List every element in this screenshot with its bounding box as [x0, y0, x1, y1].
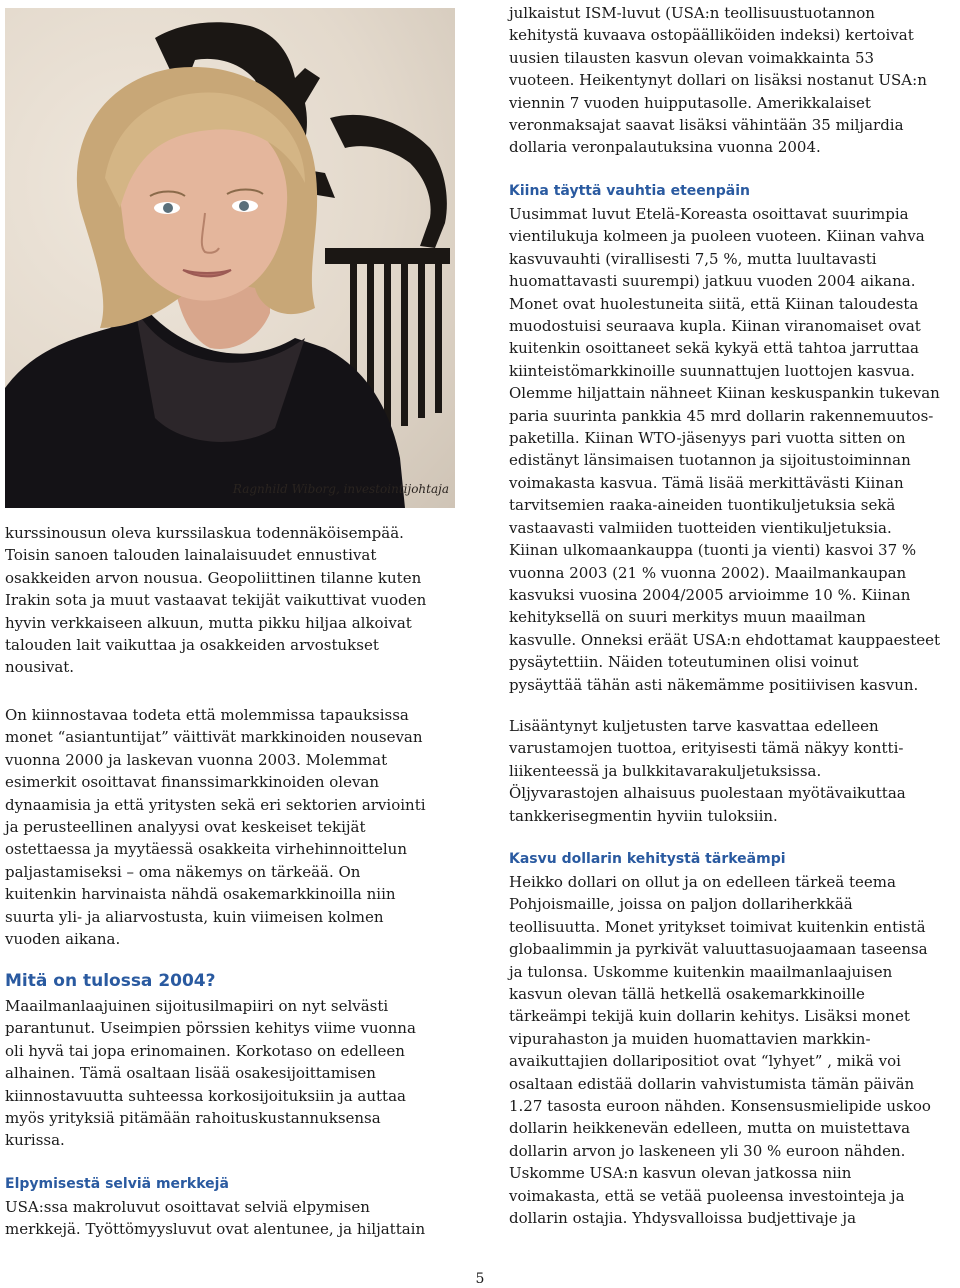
text-line: kuitenkin osoittaneet sekä kykyä että tahtoa jarruttaa: [509, 339, 919, 358]
text-line: Irakin sota ja muut vastaavat tekijät vaikuttivat vuoden: [5, 591, 427, 610]
text-line: paljastamiseksi – oma näkemys on tärkeää. On: [5, 862, 361, 881]
heading-elpymisesta: Elpymisestä selviä merkkejä: [5, 1176, 229, 1192]
text-line: veronmaksajat saavat lisäksi vähintään 35 miljardia: [509, 116, 904, 135]
text-line: vuonna 2003 (21 % vuonna 2002). Maailmankaupan: [509, 563, 907, 582]
text-line: varustamojen tuottoa, erityisesti tämä näkyy kontti-: [509, 739, 904, 758]
text-line: huomattavasti suurempi) jatkuu vuoden 2004 aikana.: [509, 272, 916, 291]
text-line: tankkerisegmentin hyviin tuloksiin.: [509, 806, 778, 825]
page-number: 5: [475, 1271, 485, 1287]
text-line: Uusimmat luvut Etelä-Koreasta osoittavat suurimpia: [509, 205, 909, 223]
text-line: ostettaessa ja myytäessä osakkeita virhehinnoittelun: [5, 840, 408, 859]
text-line: vipurahaston ja muiden huomattavien markkin-: [509, 1029, 871, 1048]
left-paragraph-1: [5, 522, 457, 679]
text-line: dollarin heikkenevän edelleen, mutta on muistettava: [509, 1119, 911, 1138]
text-line: esimerkit osoittavat finanssimarkkinoiden olevan: [5, 773, 380, 792]
text-line: pysäytettiin. Näiden toteutuminen olisi voinut: [509, 653, 859, 672]
text-line: myös yrityksiä pitämään rahoituskustannuksensa: [5, 1109, 381, 1128]
text-line: muodostuisi seuraava kupla. Kiinan viranomaiset ovat: [509, 317, 921, 336]
text-line: teollisuutta. Monet yritykset toimivat kuitenkin entistä: [509, 917, 926, 936]
text-line: 1.27 tasosta euroon nähden. Konsensusmielipide uskoo: [509, 1097, 931, 1116]
text-line: Lisääntynyt kuljetusten tarve kasvattaa edelleen: [509, 717, 879, 735]
portrait-illustration: [5, 8, 455, 508]
text-line: dollarin ostajia. Yhdysvalloissa budjettivaje ja: [509, 1209, 857, 1228]
text-line: On kiinnostavaa todeta että molemmissa tapauksissa: [5, 706, 409, 724]
text-line: viennin 7 vuoden huipputasolle. Amerikkalaiset: [509, 93, 871, 112]
text-line: osaltaan edistää dollarin vahvistumista tämän päivän: [509, 1074, 915, 1093]
text-line: vastaavasti valmiiden tuotteiden vientikuljetuksia.: [509, 518, 892, 537]
text-line: osakkeiden arvon nousua. Geopoliittinen tilanne kuten: [5, 568, 422, 587]
text-line: ja tulonsa. Uskomme kuitenkin maailmanlaajuisen: [509, 962, 893, 981]
right-paragraph-4: [509, 871, 950, 1230]
left-paragraph-2: [5, 704, 457, 950]
text-line: kiinnostavuutta suhteessa korkosijoituksiin ja auttaa: [5, 1086, 406, 1105]
text-line: kasvuksi vuosina 2004/2005 arvioimme 10 %. Kiinan: [509, 585, 911, 604]
text-line: vuoden aikana.: [5, 930, 121, 949]
text-line: Heikko dollari on ollut ja on edelleen tärkeä teema: [509, 873, 896, 891]
text-line: Pohjoismaille, joissa on paljon dollariherkkää: [509, 895, 853, 914]
text-line: Toisin sanoen talouden lainalaisuudet ennustivat: [5, 546, 377, 565]
text-line: Öljyvarastojen alhaisuus puolestaan myötävaikuttaa: [509, 784, 906, 803]
text-line: paketilla. Kiinan WTO-jäsenyys pari vuotta sitten on: [509, 429, 906, 448]
text-line: voimakasta, että se vetää puoleensa investointeja ja: [509, 1186, 905, 1205]
text-line: oli hyvä tai jopa erinomainen. Korkotaso on edelleen: [5, 1041, 405, 1060]
text-line: julkaistut ISM-luvut (USA:n teollisuustuotannon: [509, 4, 875, 22]
text-line: kuitenkin harvinaista nähdä osakemarkkinoilla niin: [5, 885, 396, 904]
text-line: nousivat.: [5, 658, 75, 677]
text-line: avaikuttajien dollaripositiot ovat “lyhyet” , mikä voi: [509, 1052, 901, 1071]
right-paragraph-2: [509, 203, 950, 696]
text-line: uusien tilausten kasvun olevan voimakkainta 53: [509, 48, 875, 67]
text-line: monet “asiantuntijat” väittivät markkinoiden nousevan: [5, 728, 423, 747]
text-line: talouden lait vaikuttaa ja osakkeiden arvostukset: [5, 636, 379, 655]
text-line: ja perusteellinen analyysi ovat keskeiset tekijät: [5, 818, 366, 837]
text-line: tärkeämpi tekijä kuin dollarin kehitys. Lisäksi monet: [509, 1007, 910, 1026]
text-line: Maailmanlaajuinen sijoitusilmapiiri on nyt selvästi: [5, 997, 389, 1015]
text-line: Olemme hiljattain nähneet Kiinan keskuspankin tukevan: [509, 384, 940, 403]
right-paragraph-1: [509, 2, 950, 159]
text-line: kasvuvauhti (virallisesti 7,5 %, mutta luultavasti: [509, 249, 877, 268]
heading-kiina: Kiina täyttä vauhtia eteenpäin: [509, 183, 750, 199]
text-line: suurta yli- ja aliarvostusta, kuin viimeisen kolmen: [5, 907, 384, 926]
text-line: kehityksellä on suuri merkitys muun maailman: [509, 608, 866, 627]
left-paragraph-4: [5, 1196, 457, 1241]
text-line: kehitystä kuvaava ostopäälliköiden indeksi) kertoivat: [509, 26, 914, 45]
text-line: kiinteistömarkkinoille suunnattujen luottojen kasvua.: [509, 361, 915, 380]
text-line: edistänyt länsimaisen tuotannon ja sijoitustoiminnan: [509, 451, 911, 470]
text-line: vuoteen. Heikentynyt dollari on lisäksi nostanut USA:n: [509, 71, 927, 90]
text-line: kurissa.: [5, 1131, 65, 1150]
text-line: globaalimmin ja pyrkivät valuuttasuojaamaan taseensa: [509, 940, 928, 959]
text-line: liikenteessä ja bulkkitavarakuljetuksissa.: [509, 761, 822, 780]
text-line: hyvin verkkaiseen alkuun, mutta pikku hiljaa alkoivat: [5, 613, 412, 632]
photo-caption: Ragnhild Wiborg, investointijohtaja: [232, 482, 449, 496]
text-line: vientilukuja kolmeen ja puoleen vuoteen. Kiinan vahva: [509, 227, 925, 246]
text-line: kurssinousun oleva kurssilaskua todennäköisempää.: [5, 524, 404, 542]
text-line: pysäyttää tähän asti näkemämme positiivisen kasvun.: [509, 675, 919, 694]
right-paragraph-3: [509, 715, 950, 827]
portrait-photo: [5, 8, 455, 508]
text-line: dollaria veronpalautuksina vuonna 2004.: [509, 138, 821, 157]
text-line: USA:ssa makroluvut osoittavat selviä elpymisen: [5, 1198, 370, 1216]
text-line: alhainen. Tämä osaltaan lisää osakesijoittamisen: [5, 1064, 376, 1083]
left-paragraph-3: [5, 995, 457, 1152]
text-line: paria suurinta pankkia 45 mrd dollarin rakennemuutos-: [509, 406, 934, 425]
text-line: kasvulle. Onneksi eräät USA:n ehdottamat kauppaesteet: [509, 630, 941, 649]
text-line: parantunut. Useimpien pörssien kehitys viime vuonna: [5, 1019, 416, 1038]
text-line: dollarin arvon jo laskeneen yli 30 % euroon nähden.: [509, 1141, 906, 1160]
text-line: kasvun olevan tällä hetkellä osakemarkkinoille: [509, 985, 865, 1004]
text-line: merkkejä. Työttömyysluvut ovat alentunee, ja hiljattain: [5, 1220, 426, 1239]
text-line: Monet ovat huolestuneita siitä, että Kiinan taloudesta: [509, 294, 919, 313]
text-line: dynaamisia ja että yritysten sekä eri sektorien arviointi: [5, 795, 426, 814]
text-line: vuonna 2000 ja laskevan vuonna 2003. Molemmat: [5, 750, 388, 769]
heading-kasvu-dollarin: Kasvu dollarin kehitystä tärkeämpi: [509, 851, 786, 867]
text-line: Kiinan ulkomaankauppa (tuonti ja vienti) kasvoi 37 %: [509, 541, 917, 560]
text-line: voimakasta kasvua. Tämä lisää merkittävästi Kiinan: [509, 473, 904, 492]
text-line: tarvitsemien raaka-aineiden tuontikuljetuksia sekä: [509, 496, 896, 515]
text-line: Uskomme USA:n kasvun olevan jatkossa niin: [509, 1164, 852, 1183]
heading-mita-on-tulossa: Mitä on tulossa 2004?: [5, 971, 216, 991]
